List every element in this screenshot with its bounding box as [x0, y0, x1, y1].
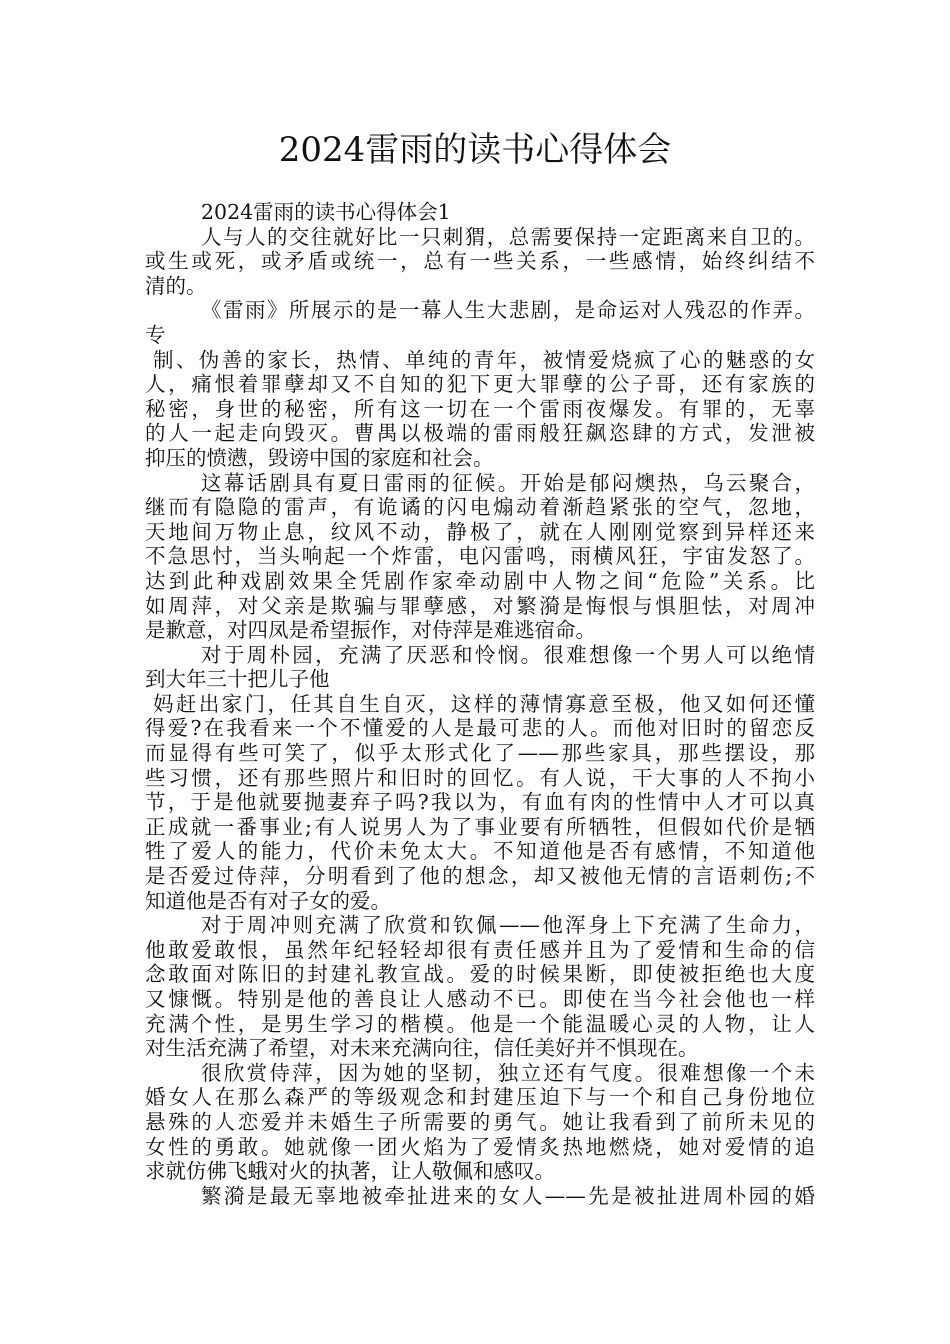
- text-line: 人，痛恨着罪孽却又不自知的犯下更大罪孽的公子哥，还有家族的: [145, 372, 815, 397]
- text-line: 对于周朴园，充满了厌恶和怜悯。很难想像一个男人可以绝情: [201, 642, 815, 667]
- document-title: 2024雷雨的读书心得体会: [278, 130, 672, 170]
- text-line: 专: [145, 322, 166, 347]
- text-line: 念敢面对陈旧的封建礼教宣战。爱的时候果断，即使被拒绝也大度: [145, 962, 815, 987]
- text-line: 秘密，身世的秘密，所有这一切在一个雷雨夜爆发。有罪的，无辜: [145, 396, 815, 421]
- text-line: 又慷慨。特别是他的善良让人感动不已。即使在当今社会他也一样: [145, 987, 815, 1011]
- text-line: 对生活充满了希望，对未来充满向往，信任美好并不惧现在。: [145, 1036, 699, 1061]
- text-line: 人与人的交往就好比一只刺猬，总需要保持一定距离来自卫的。: [201, 224, 815, 249]
- text-line: 制、伪善的家长，热情、单纯的青年，被情爱烧疯了心的魅惑的女: [153, 347, 815, 372]
- text-line: 他敢爱敢恨，虽然年纪轻轻却很有责任感并且为了爱情和生命的信: [145, 937, 815, 962]
- text-line: 如周萍，对父亲是欺骗与罪孽感，对繁漪是悔恨与惧胆怯，对周冲: [145, 593, 815, 618]
- section-heading: 2024雷雨的读书心得体会1: [201, 200, 451, 224]
- text-line: 不急思忖，当头响起一个炸雷，电闪雷鸣，雨横风狂，宇宙发怒了。: [145, 544, 815, 569]
- text-line: 很欣赏侍萍，因为她的坚韧，独立还有气度。很难想像一个未: [201, 1060, 815, 1085]
- text-line: 是否爱过侍萍，分明看到了他的想念，却又被他无情的言语刺伤;不: [145, 864, 815, 889]
- text-line: 些习惯，还有那些照片和旧时的回忆。有人说，干大事的人不拘小: [145, 765, 815, 790]
- text-line: 这幕话剧具有夏日雷雨的征候。开始是郁闷燠热，乌云聚合，: [201, 470, 815, 495]
- text-line: 《雷雨》所展示的是一幕人生大悲剧，是命运对人残忍的作弄。: [201, 298, 815, 323]
- text-line: 牲了爱人的能力，代价未免太大。不知道他是否有感情，不知道他: [145, 839, 815, 864]
- text-line: 继而有隐隐的雷声，有诡谲的闪电煽动着渐趋紧张的空气，忽地，: [145, 495, 815, 520]
- text-line: 天地间万物止息，纹风不动，静极了，就在人刚刚觉察到异样还来: [145, 519, 815, 544]
- text-line: 繁漪是最无辜地被牵扯进来的女人——先是被扯进周朴园的婚: [201, 1183, 815, 1208]
- text-line: 抑压的愤懑，毁谤中国的家庭和社会。: [145, 445, 494, 470]
- text-line: 妈赶出家门，任其自生自灭，这样的薄情寡意至极，他又如何还懂: [153, 691, 815, 716]
- text-line: 对于周冲则充满了欣赏和钦佩——他浑身上下充满了生命力，: [201, 913, 815, 938]
- document-body: [145, 200, 815, 1208]
- text-line: 节，于是他就要抛妻弃子吗?我以为，有血有肉的性情中人才可以真: [145, 790, 815, 815]
- text-line: 知道他是否有对子女的爱。: [145, 888, 391, 913]
- text-line: 求就仿佛飞蛾对火的执著，让人敬佩和感叹。: [145, 1159, 555, 1184]
- text-line: 女性的勇敢。她就像一团火焰为了爱情炙热地燃烧，她对爱情的追: [145, 1134, 815, 1159]
- text-line: 是歉意，对四凤是希望振作，对侍萍是难逃宿命。: [145, 618, 596, 643]
- text-line: 婚女人在那么森严的等级观念和封建压迫下与一个和自己身份地位: [145, 1085, 815, 1110]
- text-line: 而显得有些可笑了，似乎太形式化了——那些家具，那些摆设，那: [145, 741, 815, 766]
- text-line: 到大年三十把儿子他: [145, 667, 330, 692]
- text-line: 正成就一番事业;有人说男人为了事业要有所牺牲，但假如代价是牺: [145, 814, 815, 839]
- text-line: 或生或死，或矛盾或统一，总有一些关系，一些感情，始终纠结不: [145, 249, 815, 274]
- text-line: 悬殊的人恋爱并未婚生子所需要的勇气。她让我看到了前所未见的: [145, 1109, 815, 1134]
- text-line: 清的。: [145, 273, 207, 298]
- text-line: 达到此种戏剧效果全凭剧作家牵动剧中人物之间“危险”关系。比: [145, 568, 815, 593]
- text-line: 的人一起走向毁灭。曹禺以极端的雷雨般狂飙恣肆的方式，发泄被: [145, 421, 815, 446]
- text-line: 得爱?在我看来一个不懂爱的人是最可悲的人。而他对旧时的留恋反: [145, 716, 815, 741]
- text-line: 充满个性，是男生学习的楷模。他是一个能温暖心灵的人物，让人: [145, 1011, 815, 1036]
